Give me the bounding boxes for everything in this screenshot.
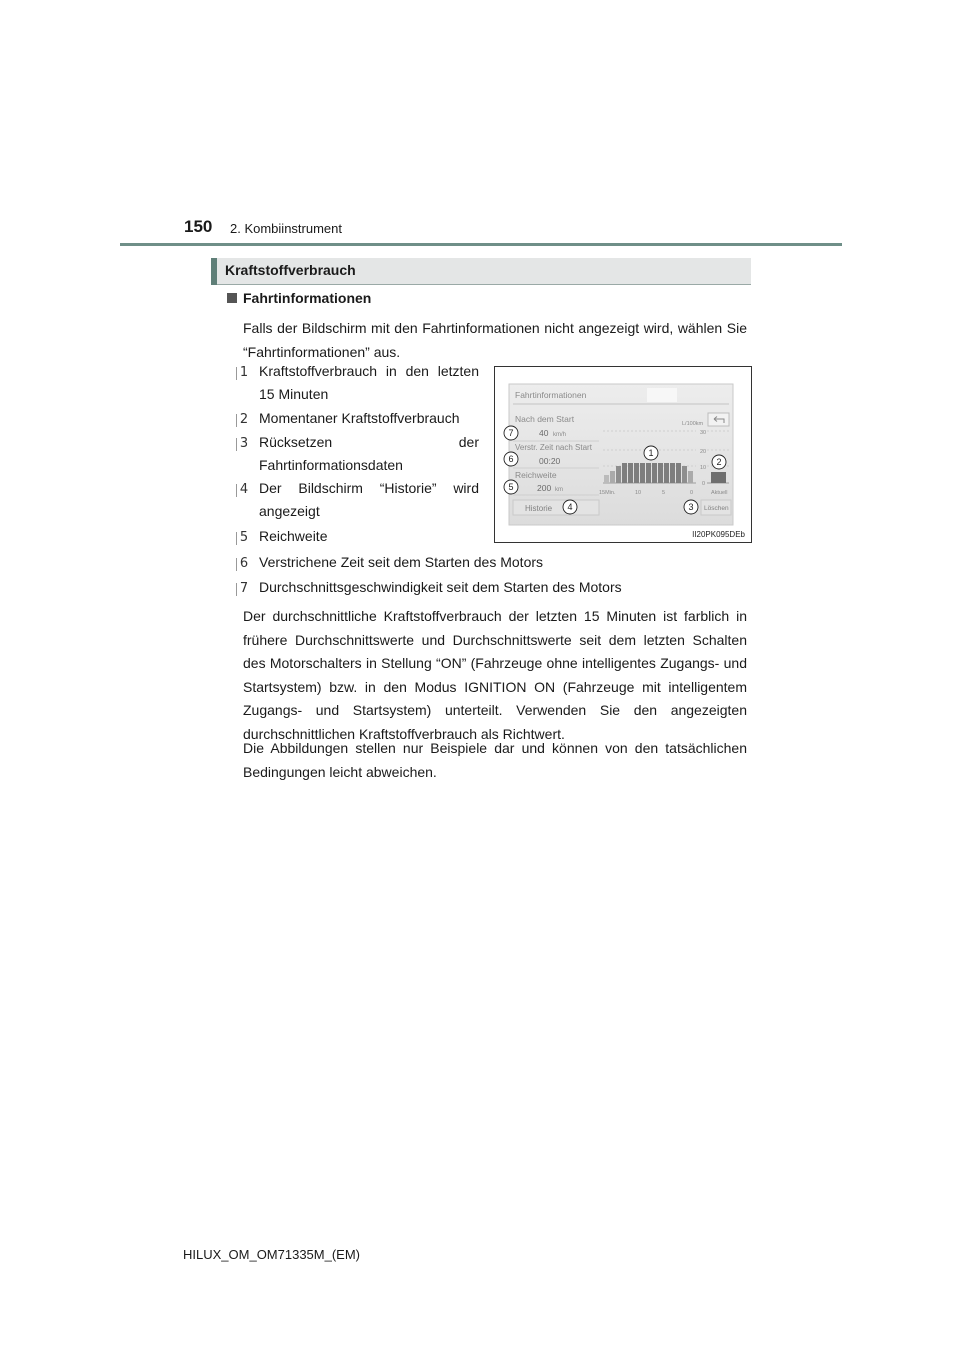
history-bar <box>682 466 687 483</box>
history-bar <box>664 463 669 483</box>
callout-4 <box>563 500 577 514</box>
body-paragraph-1: Der durchschnittliche Kraftstoffverbrauch der letzten 15 Minuten ist farblich in frühere Durchschnittswerte und Durchschnittswerte seit dem letzten Schalten des Motorschalters in Stellung “ON” (Fahrzeuge ohne intelligentes Zugangs- und Startsystem) bzw. in den Modus IGNITION ON (Fahrzeuge mit intelligentem Zugangs- und Startsystem) unterteilt. Verwenden Sie den angezeigten durchschnittlichen Kraftstoffverbrauch als Richtwert. <box>243 608 747 742</box>
fuel-history-bars <box>604 463 693 483</box>
item-number-4: 4 <box>237 483 251 497</box>
history-bar <box>604 475 609 483</box>
range-value: 200 <box>537 483 552 493</box>
y-tick-30: 30 <box>700 430 707 436</box>
speed-value: 40 <box>539 428 549 438</box>
x-tick-15min: 15Min. <box>599 490 616 496</box>
history-bar <box>652 463 657 483</box>
item-number-2: 2 <box>237 413 251 427</box>
y-tick-20: 20 <box>700 449 707 455</box>
history-bar <box>616 466 621 483</box>
y-tick-0: 0 <box>702 481 706 487</box>
callout-5 <box>504 480 518 494</box>
fuel-unit-label: L/100km <box>682 421 704 427</box>
history-bar <box>622 463 627 483</box>
figure-code: II20PK095DEb <box>692 530 745 539</box>
y-tick-10: 10 <box>700 465 707 471</box>
history-bar <box>658 463 663 483</box>
body-paragraph-2: Die Abbildungen stellen nur Beispiele dar und können von den tatsächlichen Bedingungen leicht abweichen. <box>243 740 747 780</box>
range-unit: km <box>555 487 563 493</box>
elapsed-value: 00:20 <box>539 456 561 466</box>
square-bullet-icon <box>227 293 237 303</box>
item-text-4: Der Bildschirm “Historie” wird angezeigt <box>259 480 479 519</box>
callout-7 <box>504 426 518 440</box>
chapter-title: 2. Kombiinstrument <box>230 221 342 236</box>
history-bar <box>676 463 681 483</box>
history-bar <box>628 463 633 483</box>
trip-info-figure <box>494 366 752 543</box>
page-number: 150 <box>184 217 213 236</box>
callout-2 <box>712 455 726 469</box>
item-text-1: Kraftstoffverbrauch in den letzten 15 Minuten <box>259 363 479 402</box>
x-tick-10: 10 <box>635 490 642 496</box>
callout-6-number: 6 <box>508 454 514 464</box>
history-bar <box>646 463 651 483</box>
elapsed-label: Verstr. Zeit nach Start <box>515 443 592 452</box>
callout-7-number: 7 <box>508 428 514 438</box>
item-text-6: Verstrichene Zeit seit dem Starten des Motors <box>259 554 544 570</box>
history-button-label: Historie <box>525 504 553 513</box>
x-tick-5: 5 <box>662 490 666 496</box>
item-number-5: 5 <box>237 531 251 545</box>
section-heading <box>211 258 751 285</box>
current-consumption-bar <box>711 472 726 483</box>
history-bar <box>610 471 615 483</box>
callout-1 <box>644 446 658 460</box>
item-text-3: Rücksetzen der Fahrtinformationsdaten <box>259 434 479 473</box>
callout-2-number: 2 <box>716 457 722 467</box>
item-text-5: Reichweite <box>259 528 328 544</box>
item-number-3: 3 <box>237 437 251 451</box>
intro-paragraph: Falls der Bildschirm mit den Fahrtinformationen nicht angezeigt wird, wählen Sie “Fahrtinformationen” aus. <box>243 320 747 360</box>
footer-doc-id: HILUX_OM_OM71335M_(EM) <box>183 1247 360 1262</box>
speed-unit: km/h <box>553 432 567 438</box>
trip-info-screen-illustration <box>495 367 751 542</box>
callout-4-number: 4 <box>567 502 573 512</box>
item-number-1: 1 <box>237 366 251 380</box>
x-tick-0: 0 <box>690 490 694 496</box>
callout-3-number: 3 <box>688 502 694 512</box>
subsection-heading <box>227 290 371 306</box>
current-label: Aktuell <box>711 490 728 496</box>
history-bar <box>670 463 675 483</box>
item-text-7: Durchschnittsgeschwindigkeit seit dem Starten des Motors <box>259 579 622 595</box>
reset-button-label: Löschen <box>704 505 729 512</box>
header-rule <box>120 243 842 246</box>
callout-5-number: 5 <box>508 482 514 492</box>
item-number-7: 7 <box>237 582 251 596</box>
range-label: Reichweite <box>515 470 557 480</box>
callout-3 <box>684 500 698 514</box>
item-text-2: Momentaner Kraftstoffverbrauch <box>259 410 460 426</box>
section-accent <box>211 258 217 285</box>
history-bar <box>640 463 645 483</box>
history-bar <box>634 463 639 483</box>
screen-title: Fahrtinformationen <box>515 390 587 400</box>
callout-6 <box>504 452 518 466</box>
since-start-label: Nach dem Start <box>515 414 575 424</box>
subsection-title: Fahrtinformationen <box>243 290 372 306</box>
screen-title-box <box>647 388 677 402</box>
callout-1-number: 1 <box>648 448 654 458</box>
section-title: Kraftstoffverbrauch <box>225 262 356 278</box>
history-bar <box>688 471 693 483</box>
item-number-6: 6 <box>237 557 251 571</box>
